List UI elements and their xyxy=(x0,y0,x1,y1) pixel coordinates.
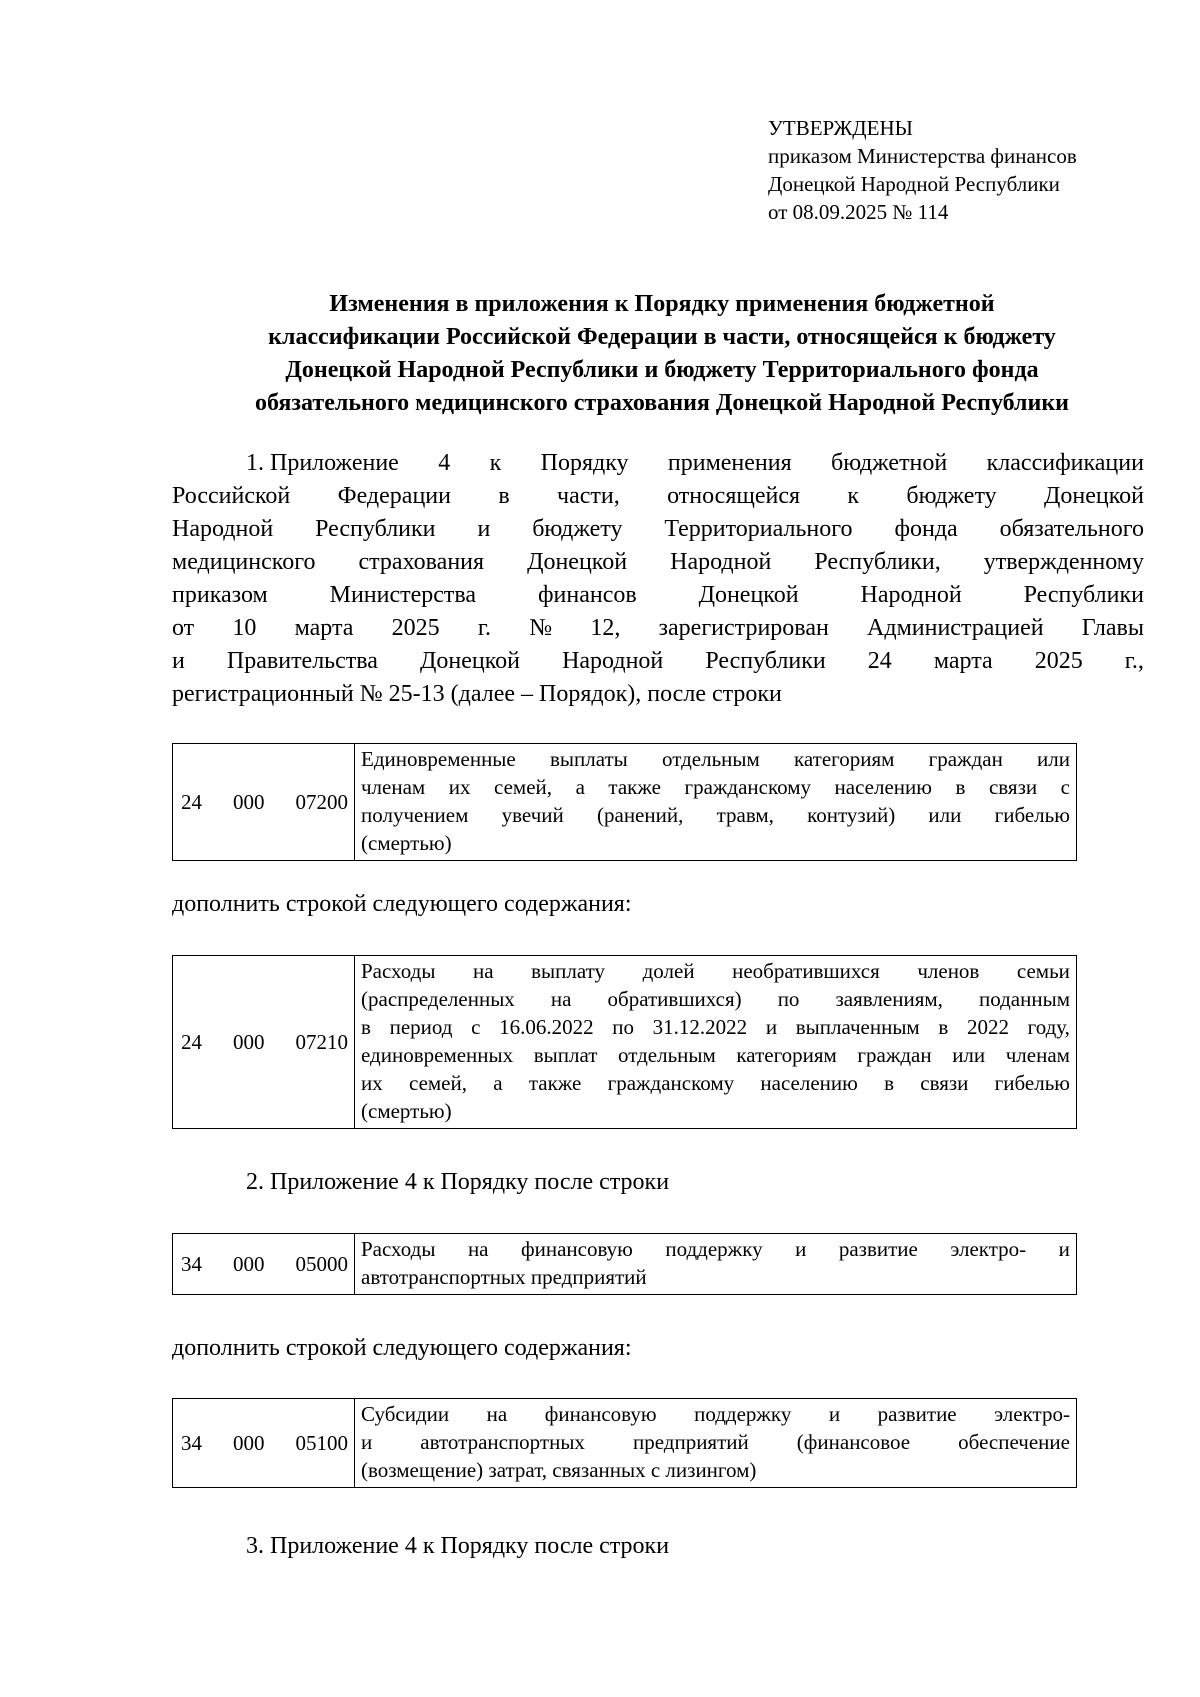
word: Республики xyxy=(1023,582,1144,608)
word: 000 xyxy=(233,790,265,814)
word: населению xyxy=(760,1071,858,1095)
word: также xyxy=(608,775,661,799)
word: населению xyxy=(834,775,932,799)
word: обеспечение xyxy=(958,1430,1070,1454)
word: в xyxy=(361,1015,371,1039)
word: 24 xyxy=(181,1030,202,1054)
word: Народной xyxy=(860,582,962,608)
paragraph-line xyxy=(172,447,1144,480)
word: утвержденному xyxy=(983,549,1144,575)
word: в xyxy=(498,483,510,509)
word: 1. Приложение xyxy=(246,450,399,476)
word: также xyxy=(528,1071,582,1095)
paragraph-line xyxy=(172,612,1144,645)
word: поданным xyxy=(978,987,1070,1011)
word: Донецкой xyxy=(1043,483,1144,509)
description-line xyxy=(361,985,1070,1013)
word: и xyxy=(765,1015,778,1039)
budget-code xyxy=(181,1250,348,1278)
word: и xyxy=(828,1402,841,1426)
word: членов xyxy=(917,959,980,983)
word: 2025 xyxy=(391,615,440,641)
word: связи xyxy=(920,1071,969,1095)
word: (распределенных xyxy=(361,987,515,1011)
title-line: Донецкой Народной Республики и бюджету Территориального фонда xyxy=(285,357,1039,383)
word: финансов xyxy=(537,582,637,608)
word: Республики xyxy=(705,648,826,674)
budget-code xyxy=(181,1028,348,1056)
title-line: Изменения в приложения к Порядку применения бюджетной xyxy=(329,291,995,317)
word: бюджетной xyxy=(831,450,948,476)
word: по xyxy=(612,1015,635,1039)
approval-block xyxy=(768,114,1077,226)
word: или xyxy=(952,1043,986,1067)
word: и xyxy=(795,1237,807,1261)
word: марта xyxy=(933,648,993,674)
word: 05100 xyxy=(295,1431,348,1455)
word: Федерации xyxy=(337,483,451,509)
word: в xyxy=(884,1071,894,1095)
word: травм, xyxy=(716,803,774,827)
word: бюджету xyxy=(906,483,997,509)
word: получением xyxy=(361,803,469,827)
word: Донецкой xyxy=(698,582,799,608)
word: и xyxy=(1058,1237,1070,1261)
description-line: (смертью) xyxy=(361,831,452,855)
approval-order-line: приказом Министерства финансов xyxy=(768,144,1077,168)
word: электро- xyxy=(950,1237,1027,1261)
word: обратившихся) xyxy=(607,987,742,1011)
description-line xyxy=(361,745,1070,773)
word: развитие xyxy=(838,1237,918,1261)
paragraph-line xyxy=(172,579,1144,612)
word: к xyxy=(489,450,502,476)
word: выплаты xyxy=(549,747,628,771)
word: относящейся xyxy=(667,483,801,509)
word: страхования xyxy=(358,549,485,575)
word: 000 xyxy=(233,1030,265,1054)
word: 12, xyxy=(590,615,621,641)
word: Донецкой xyxy=(527,549,628,575)
word: или xyxy=(1037,747,1070,771)
word: необратившихся xyxy=(732,959,880,983)
word: а xyxy=(493,1071,503,1095)
code-table-07200 xyxy=(172,743,1077,861)
word: на xyxy=(486,1402,508,1426)
word: Расходы xyxy=(361,1237,436,1261)
code-table-07210 xyxy=(172,955,1077,1129)
description-line xyxy=(361,1400,1070,1428)
word: граждан xyxy=(928,747,1003,771)
word: категориям xyxy=(794,747,895,771)
budget-code xyxy=(181,788,348,816)
paragraph-line xyxy=(172,645,1144,678)
description-line xyxy=(361,801,1070,829)
word: на xyxy=(467,1237,489,1261)
word: 34 xyxy=(181,1431,202,1455)
word: выплаченным xyxy=(795,1015,920,1039)
word: а xyxy=(575,775,585,799)
word: гибелью xyxy=(994,803,1070,827)
word: автотранспортных xyxy=(420,1430,585,1454)
word: увечий xyxy=(501,803,564,827)
word: 000 xyxy=(233,1252,265,1276)
word: их xyxy=(361,1071,383,1095)
title-line: обязательного медицинского страхования Донецкой Народной Республики xyxy=(255,390,1069,416)
description-line: (возмещение) затрат, связанных с лизингом) xyxy=(361,1458,757,1482)
word: от xyxy=(172,615,195,641)
word: с xyxy=(471,1015,481,1039)
word: 10 xyxy=(232,615,257,641)
word: 2022 xyxy=(966,1015,1009,1039)
word: гражданскому xyxy=(684,775,812,799)
word: единовременных xyxy=(361,1043,514,1067)
word: 2025 xyxy=(1034,648,1083,674)
approval-heading: УТВЕРЖДЕНЫ xyxy=(768,116,913,140)
word: членам xyxy=(1005,1043,1070,1067)
word: связи xyxy=(988,775,1038,799)
code-table-05000 xyxy=(172,1233,1077,1295)
word: на xyxy=(473,959,494,983)
word: или xyxy=(928,803,962,827)
word: № xyxy=(529,615,553,641)
word: Республики, xyxy=(814,549,941,575)
description-line: (смертью) xyxy=(361,1099,452,1123)
description-line: автотранспортных предприятий xyxy=(361,1265,647,1289)
word: зарегистрирован xyxy=(658,615,829,641)
word: финансовую xyxy=(521,1237,633,1261)
word: бюджету xyxy=(532,516,623,542)
paragraph-line xyxy=(172,546,1144,579)
word: году, xyxy=(1027,1015,1070,1039)
word: Порядку xyxy=(540,450,629,476)
word: Народной xyxy=(670,549,772,575)
description-cell xyxy=(355,1399,1077,1488)
word: 4 xyxy=(438,450,451,476)
word: заявлениям, xyxy=(835,987,943,1011)
word: (финансовое xyxy=(796,1430,911,1454)
word: на xyxy=(550,987,572,1011)
description-line xyxy=(361,1041,1070,1069)
word: Донецкой xyxy=(420,648,520,674)
word: долей xyxy=(642,959,695,983)
word: Субсидии xyxy=(361,1402,450,1426)
word: контузий) xyxy=(807,803,896,827)
word: 34 xyxy=(181,1252,202,1276)
word: 24 xyxy=(867,648,892,674)
word: классификации xyxy=(986,450,1144,476)
word: и xyxy=(172,648,185,674)
table-row xyxy=(173,1234,1077,1295)
description-cell xyxy=(355,956,1077,1129)
word: 07200 xyxy=(295,790,348,814)
word: части, xyxy=(557,483,620,509)
word: отдельным xyxy=(618,1043,716,1067)
approval-republic-line: Донецкой Народной Республики xyxy=(768,172,1060,196)
word: в xyxy=(938,1015,949,1039)
word: в xyxy=(955,775,966,799)
budget-code xyxy=(181,1429,348,1457)
word: Территориального xyxy=(664,516,853,542)
word: Расходы xyxy=(361,959,436,983)
word: Главы xyxy=(1081,615,1144,641)
word: приказом xyxy=(172,582,268,608)
word: Единовременные xyxy=(361,747,516,771)
word: Российской xyxy=(172,483,291,509)
word: марта xyxy=(294,615,354,641)
word: выплат xyxy=(533,1043,598,1067)
word: Администрацией xyxy=(867,615,1044,641)
budget-code-cell xyxy=(173,1399,355,1488)
item2-heading: 2. Приложение 4 к Порядку после строки xyxy=(246,1169,670,1195)
word: электро- xyxy=(994,1402,1070,1426)
word: 07210 xyxy=(295,1030,348,1054)
supplement-instruction: дополнить строкой следующего содержания: xyxy=(172,891,632,917)
word: медицинского xyxy=(172,549,316,575)
approval-date-number: от 08.09.2025 № 114 xyxy=(768,200,949,224)
word: Министерства xyxy=(329,582,477,608)
word: семей, xyxy=(409,1071,467,1095)
word: г., xyxy=(1124,648,1144,674)
word: с xyxy=(1060,775,1070,799)
word: 05000 xyxy=(295,1252,348,1276)
word: период xyxy=(389,1015,453,1039)
word: по xyxy=(777,987,800,1011)
word: 24 xyxy=(181,790,202,814)
budget-code-cell xyxy=(173,956,355,1129)
item3-heading: 3. Приложение 4 к Порядку после строки xyxy=(246,1533,670,1559)
description-line xyxy=(361,1428,1070,1456)
item1-paragraph xyxy=(172,447,1144,711)
document-title xyxy=(172,288,1152,420)
word: и xyxy=(361,1430,373,1454)
table-row xyxy=(173,956,1077,1129)
word: 000 xyxy=(233,1431,265,1455)
word: обязательного xyxy=(999,516,1144,542)
word: поддержку xyxy=(665,1237,763,1261)
word: Народной xyxy=(562,648,664,674)
budget-code-cell xyxy=(173,744,355,861)
word: их xyxy=(448,775,471,799)
word: членам xyxy=(361,775,426,799)
code-table-05100 xyxy=(172,1398,1077,1488)
word: Правительства xyxy=(226,648,378,674)
word: Республики xyxy=(315,516,436,542)
description-line xyxy=(361,1013,1070,1041)
word: фонда xyxy=(894,516,958,542)
table-row xyxy=(173,1399,1077,1488)
description-cell xyxy=(355,1234,1077,1295)
word: применения xyxy=(667,450,792,476)
budget-code-cell xyxy=(173,1234,355,1295)
description-line xyxy=(361,957,1070,985)
word: категориям xyxy=(736,1043,837,1067)
word: гибелью xyxy=(994,1071,1070,1095)
word: финансовую xyxy=(544,1402,657,1426)
supplement-instruction: дополнить строкой следующего содержания: xyxy=(172,1335,632,1361)
title-line: классификации Российской Федерации в части, относящейся к бюджету xyxy=(268,324,1056,350)
word: граждан xyxy=(857,1043,932,1067)
word: 16.06.2022 xyxy=(499,1015,594,1039)
word: предприятий xyxy=(632,1430,749,1454)
word: выплату xyxy=(531,959,606,983)
word: Народной xyxy=(172,516,274,542)
word: поддержку xyxy=(694,1402,792,1426)
word: гражданскому xyxy=(607,1071,735,1095)
paragraph-line xyxy=(172,480,1144,513)
description-line xyxy=(361,773,1070,801)
word: к xyxy=(847,483,860,509)
paragraph-line xyxy=(172,513,1144,546)
word: семьи xyxy=(1016,959,1070,983)
word: развитие xyxy=(877,1402,957,1426)
word: отдельным xyxy=(661,747,760,771)
word: и xyxy=(477,516,491,542)
description-line xyxy=(361,1235,1070,1263)
word: (ранений, xyxy=(597,803,684,827)
description-line xyxy=(361,1069,1070,1097)
word: г. xyxy=(477,615,491,641)
table-row xyxy=(173,744,1077,861)
word: семей, xyxy=(494,775,553,799)
word: 31.12.2022 xyxy=(652,1015,748,1039)
paragraph-line: регистрационный № 25-13 (далее – Порядок), после строки xyxy=(172,681,782,707)
description-cell xyxy=(355,744,1077,861)
